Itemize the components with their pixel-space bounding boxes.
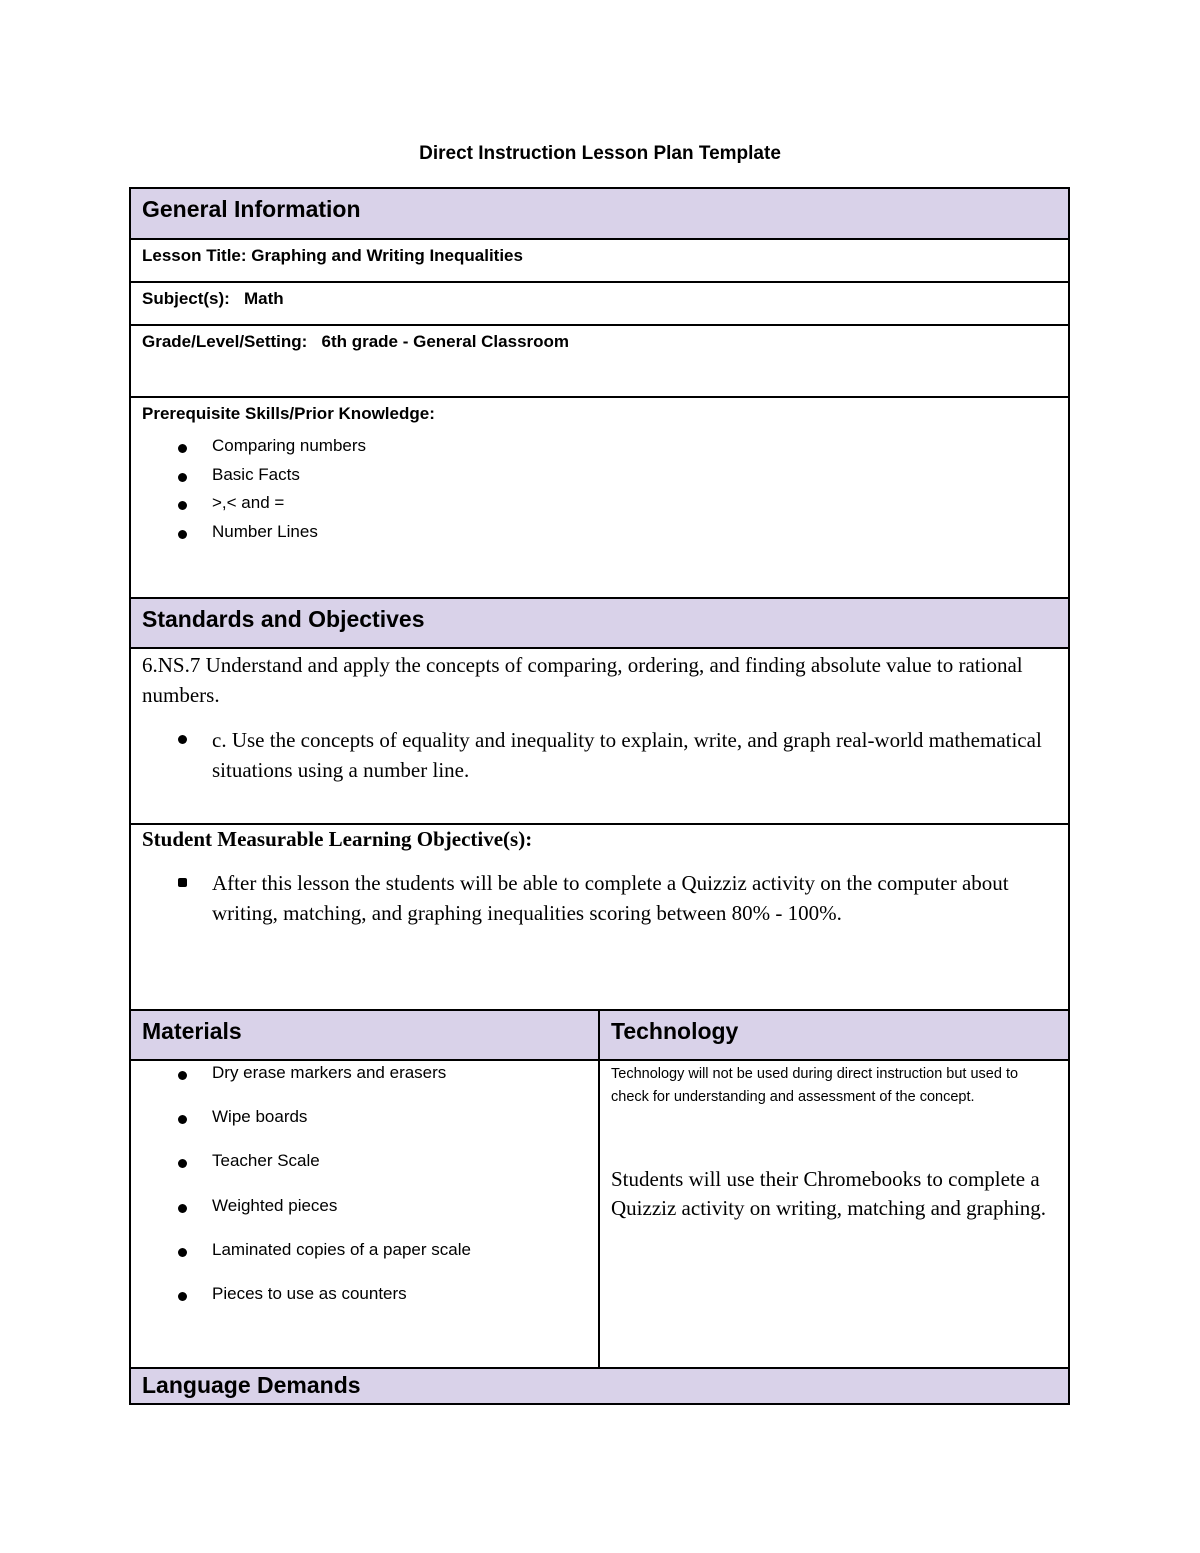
technology-cell (600, 1061, 1068, 1367)
technology-note: Technology will not be used during direct instruction but used to check for understanding and assessment of the concept. (611, 1066, 1019, 1105)
document-title: Direct Instruction Lesson Plan Template (419, 143, 781, 164)
objectives-header: Student Measurable Learning Objective(s): (142, 827, 533, 851)
list-item: Teacher Scale (131, 1151, 598, 1195)
standards-header-row (131, 599, 1068, 649)
bullet-icon (178, 444, 187, 453)
subjects-value: Math (244, 289, 284, 308)
list-item: c. Use the concepts of equality and inequality to explain, write, and graph real-world mathematical situations using a number line. (131, 725, 1068, 785)
general-information-header-row (131, 189, 1068, 240)
bullet-icon (178, 878, 187, 887)
standard-text: 6.NS.7 Understand and apply the concepts of comparing, ordering, and finding absolute value to rational numbers. (142, 653, 1023, 707)
list-item: Number Lines (131, 522, 1068, 551)
bullet-icon (178, 1115, 187, 1124)
bullet-icon (178, 735, 187, 744)
subjects-field (131, 283, 1068, 309)
bullet-icon (178, 1292, 187, 1301)
lesson-plan-table (129, 187, 1070, 1405)
standard-list (131, 725, 1068, 785)
grade-field (131, 326, 1068, 352)
lesson-title-row (131, 240, 1068, 283)
list-item: After this lesson the students will be able to complete a Quizziz activity on the computer about writing, matching, and graphing inequalities scoring between 80% - 100%. (131, 868, 1068, 928)
grade-row (131, 326, 1068, 398)
list-item: Comparing numbers (131, 436, 1068, 465)
technology-header: Technology (611, 1018, 739, 1044)
technology-description: Students will use their Chromebooks to complete a Quizziz activity on writing, matching and graphing. (611, 1167, 1047, 1220)
standards-content-row (131, 649, 1068, 825)
general-information-header: General Information (142, 196, 361, 222)
bullet-icon (178, 473, 187, 482)
standards-header: Standards and Objectives (142, 606, 425, 632)
subjects-row (131, 283, 1068, 326)
materials-cell (131, 1061, 600, 1367)
bullet-icon (178, 1071, 187, 1080)
objectives-list (131, 868, 1068, 928)
technology-header-cell (600, 1011, 1068, 1059)
bullet-icon (178, 1204, 187, 1213)
language-demands-header: Language Demands (142, 1372, 361, 1398)
list-item: Weighted pieces (131, 1196, 598, 1240)
bullet-icon (178, 530, 187, 539)
bullet-icon (178, 1159, 187, 1168)
materials-header-cell (131, 1011, 600, 1059)
list-item: Wipe boards (131, 1107, 598, 1151)
materials-list (131, 1063, 598, 1328)
materials-header: Materials (142, 1018, 242, 1044)
prerequisite-row (131, 398, 1068, 599)
grade-label: Grade/Level/Setting: (142, 332, 308, 351)
objectives-row (131, 825, 1068, 1011)
materials-technology-header-row (131, 1011, 1068, 1061)
list-item: Laminated copies of a paper scale (131, 1240, 598, 1284)
grade-value: 6th grade - General Classroom (321, 332, 570, 351)
bullet-icon (178, 1248, 187, 1257)
list-item: Pieces to use as counters (131, 1284, 598, 1328)
list-item: Dry erase markers and erasers (131, 1063, 598, 1107)
list-item: >,< and = (131, 493, 1068, 522)
list-item: Basic Facts (131, 465, 1068, 494)
prerequisite-label: Prerequisite Skills/Prior Knowledge: (142, 404, 435, 423)
bullet-icon (178, 501, 187, 510)
materials-technology-content-row (131, 1061, 1068, 1369)
prerequisite-list (131, 436, 1068, 550)
lesson-title: Lesson Title: Graphing and Writing Inequalities (142, 246, 523, 265)
language-demands-header-row (131, 1369, 1068, 1403)
subjects-label: Subject(s): (142, 289, 230, 308)
